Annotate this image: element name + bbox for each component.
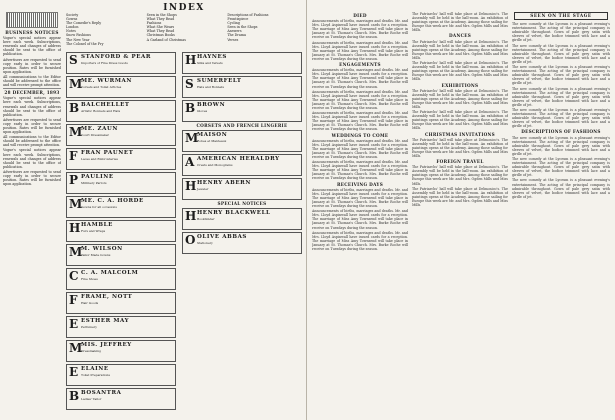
- society-text: The Patriarchs' ball will take place at Delmonico's. The Assembly will be held in the ball-room. An exhibition of paintings opens at the Academy. Among those sailing for Europe this week are Mr. and Mrs. Ogden Mills and Miss Mills.: [412, 12, 508, 33]
- ad-description: Importers of Fine Dress Goods: [81, 61, 128, 65]
- advertisement: [66, 172, 176, 194]
- ad-description: Artistic Bonnets and Hats: [81, 109, 121, 113]
- ad-name: STANFORD & PEAR: [81, 54, 152, 60]
- ad-description: Hair Goods: [81, 301, 99, 305]
- advertisements-column-b: [182, 50, 302, 415]
- died-heading: DIED: [353, 13, 367, 18]
- ad-description: Court Dressmaker: [81, 133, 109, 137]
- ad-initial: H: [185, 53, 197, 67]
- advertisement: [66, 100, 176, 122]
- stage-text: The new comedy at the Lyceum is a pleasant evening's entertainment. The acting of the principal company is admirable throughout. Gown of pale grey satin with sleeves of velvet, the bodice trimmed with lace and a girdle of jet.: [512, 65, 610, 86]
- advertisement: [182, 52, 302, 74]
- index-entry: Christmas Books: [146, 33, 175, 38]
- ad-initial: E: [69, 317, 79, 331]
- society-text: The Patriarchs' ball will take place at Delmonico's. The Assembly will be held in the ball-room. An exhibition of paintings opens at the Academy. Among those sailing for Europe this week are Mr. and Mrs. Ogden Mills and Miss Mills.: [412, 39, 508, 60]
- society-column-2: [412, 12, 508, 416]
- ad-description: Gloves: [197, 109, 208, 113]
- ad-name: HENRY ABERN: [197, 180, 251, 187]
- ad-initial: B: [69, 389, 80, 403]
- society-text: The Patriarchs' ball will take place at Delmonico's. The Assembly will be held in the ball-room. An exhibition of paintings opens at the Academy. Among those sailing for Europe this week are Mr. and Mrs. Ogden Mills and Miss Mills.: [412, 88, 508, 109]
- business-notices-column: [3, 12, 61, 187]
- advertisement: [66, 268, 176, 290]
- exhibitions-heading: EXHIBITIONS: [441, 82, 479, 88]
- ad-name: SUMERFELT: [197, 78, 242, 84]
- ad-initial: S: [185, 77, 194, 91]
- ad-initial: M: [69, 245, 83, 259]
- ad-description: Furs and Wraps: [81, 229, 106, 233]
- stage-and-fashions-column: [512, 12, 610, 416]
- index-entry: Answers: [227, 29, 242, 34]
- ad-initial: S: [69, 53, 78, 67]
- ad-description: Dressmaking: [81, 349, 101, 353]
- ad-description: Ladies' Tailor: [81, 397, 102, 401]
- notice-paragraph: Vogue's special notices appear here each week. Subscriptions, renewals and changes of address should be sent to the office of publication.: [3, 148, 61, 169]
- engagements-heading: ENGAGEMENTS: [339, 62, 381, 68]
- seen-on-the-stage-heading: SEEN ON THE STAGE: [514, 12, 608, 20]
- advertisement: [66, 124, 176, 146]
- ad-name: ME. WURMAN: [81, 78, 133, 84]
- notice-paragraph: Advertisers are requested to send copy early in order to secure position. Rates will be furnished upon application.: [3, 169, 61, 187]
- ad-initial: M: [69, 341, 83, 355]
- advertisement: [66, 76, 176, 98]
- index-entry: What She Wears: [146, 25, 175, 30]
- advertisement: [66, 196, 176, 218]
- advertisement: [66, 52, 176, 74]
- ad-name: OLIVE ABBAS: [197, 234, 248, 241]
- stage-text: The new comedy at the Lyceum is a pleasant evening's entertainment. The acting of the principal company is admirable throughout. Gown of pale grey satin with sleeves of velvet, the bodice trimmed with lace and a girdle of jet.: [512, 107, 610, 129]
- fashion-text: The new comedy at the Lyceum is a pleasant evening's entertainment. The acting of the principal company is admirable throughout. Gown of pale grey satin with sleeves of velvet, the bodice trimmed with lace and a girdle of jet.: [512, 135, 610, 156]
- ad-initial: C: [69, 269, 79, 283]
- ad-description: Silks and Velvets: [197, 61, 223, 65]
- ad-description: Millinery Parlors: [81, 181, 107, 185]
- index-entry: Verses: [227, 37, 239, 42]
- index-entry: Notes: [66, 29, 76, 34]
- section-heading: SPECIAL NOTICES: [217, 201, 267, 207]
- advertisement: [66, 220, 176, 242]
- society-text: Announcements of births, marriages and deaths. Mr. and Mrs. Lloyd Aspinwall have issued cards for a reception. The marriage of Miss Amy Townsend will take place in January at St. Thomas's Church. Mrs. Burke Roche will receive on Tuesdays during the season.: [312, 209, 408, 230]
- ad-description: Tailor Made Gowns: [81, 253, 111, 257]
- ad-description: Toilet Preparations: [81, 373, 111, 377]
- advertisements-column-a: [66, 50, 176, 415]
- advertisement: [66, 292, 176, 314]
- ad-description: Corsets and Toilet Articles: [81, 85, 122, 89]
- index-entry: Gowns: [66, 17, 78, 22]
- ad-initial: M: [69, 125, 83, 139]
- ad-initial: B: [185, 101, 196, 115]
- society-text: Announcements of births, marriages and deaths. Mr. and Mrs. Lloyd Aspinwall have issued cards for a reception. The marriage of Miss Amy Townsend will take place in January at St. Thomas's Church. Mrs. Burke Roche will receive on Tuesdays during the season.: [312, 187, 408, 209]
- christmas-invitations-heading: CHRISTMAS INVITATIONS: [424, 131, 495, 137]
- notice-paragraph: Advertisers are requested to send copy early in order to secure position. Rates will be furnished upon application.: [3, 117, 61, 135]
- index-entry: Descriptions of Fashions: [227, 13, 269, 17]
- ad-name: HENRY BLACKWELL: [197, 210, 271, 217]
- ad-initial: M: [185, 131, 199, 146]
- fashion-text: The new comedy at the Lyceum is a pleasant evening's entertainment. The acting of the principal company is admirable throughout. Gown of pale grey satin with sleeves of velvet, the bodice trimmed with lace and a girdle of jet.: [512, 178, 610, 199]
- ad-initial: M: [69, 77, 83, 91]
- advertisement: [66, 244, 176, 266]
- ad-initial: B: [69, 101, 80, 115]
- advertisement: [66, 364, 176, 386]
- ad-name: M. WILSON: [81, 246, 123, 252]
- advertisement: [182, 100, 302, 122]
- society-column-1: [312, 12, 408, 416]
- society-text: The Patriarchs' ball will take place at Delmonico's. The Assembly will be held in the ball-room. An exhibition of paintings opens at the Academy. Among those sailing for Europe this week are Mr. and Mrs. Ogden Mills and Miss Mills.: [412, 165, 508, 186]
- ad-name: HAMBLE: [81, 222, 113, 228]
- ad-name: AMERICAN HERALDRY: [197, 156, 280, 163]
- ad-description: Fine Shoes: [81, 277, 98, 281]
- left-page: [0, 0, 307, 420]
- ad-name: PAULINE: [81, 174, 114, 180]
- stage-text: The new comedy at the Lyceum is a pleasant evening's entertainment. The acting of the principal company is admirable throughout. Gown of pale grey satin with sleeves of velvet, the bodice trimmed with lace and a girdle of jet.: [512, 86, 610, 107]
- advertisement: [182, 232, 302, 254]
- ad-description: Robes et Manteaux: [197, 139, 227, 144]
- index-entry: The New Year: [66, 37, 90, 42]
- ad-description: Gowns for all occasions: [81, 205, 117, 209]
- index-list: [66, 13, 302, 46]
- index-entry: Cycling: [227, 21, 240, 26]
- index-entry: Snow Fashions: [66, 33, 91, 38]
- index-entry: Seen in the Shops: [146, 13, 177, 17]
- ad-initial: F: [69, 149, 78, 163]
- business-notices-heading: BUSINESS NOTICES: [5, 30, 59, 35]
- ad-name: BALCHELLET: [81, 102, 130, 108]
- index-entry: What They Read: [146, 17, 175, 22]
- ad-initial: H: [185, 179, 197, 194]
- society-text: Announcements of births, marriages and deaths. Mr. and Mrs. Lloyd Aspinwall have issued cards for a reception. The marriage of Miss Amy Townsend will take place in January at St. Thomas's Church. Mrs. Burke Roche will receive on Tuesdays during the season.: [312, 19, 408, 40]
- right-page: [308, 0, 615, 420]
- fashion-text: The new comedy at the Lyceum is a pleasant evening's entertainment. The acting of the principal company is admirable throughout. Gown of pale grey satin with sleeves of velvet, the bodice trimmed with lace and a girdle of jet.: [512, 157, 610, 178]
- ad-initial: M: [69, 197, 83, 211]
- ad-name: BOSANTRA: [81, 390, 122, 396]
- notice-paragraph: All communications to the Editor should be addressed to the office and will receive prompt attention.: [3, 135, 61, 148]
- index-entry: The Drama: [227, 33, 246, 38]
- society-text: The Patriarchs' ball will take place at Delmonico's. The Assembly will be held in the ball-room. An exhibition of paintings opens at the Academy. Among those sailing for Europe this week are Mr. and Mrs. Ogden Mills and Miss Mills.: [412, 110, 508, 131]
- advertisement: [66, 148, 176, 170]
- ad-initial: F: [69, 293, 78, 307]
- ad-description: Crests and Monograms: [197, 163, 233, 168]
- index-entry: Frontispiece: [227, 17, 249, 22]
- ad-name: FRAME, NOTT: [81, 294, 133, 300]
- advertisement: [182, 154, 302, 176]
- stage-text: The new comedy at the Lyceum is a pleasant evening's entertainment. The acting of the principal company is admirable throughout. Gown of pale grey satin with sleeves of velvet, the bodice trimmed with lace and a girdle of jet.: [512, 43, 610, 64]
- ad-description: Hats and Bonnets: [197, 85, 225, 89]
- index-entry: Society: [66, 13, 79, 17]
- foreign-travel-heading: FOREIGN TRAVEL: [436, 159, 484, 165]
- ad-description: Perfumery: [81, 325, 97, 329]
- ad-name: HAYNES: [197, 54, 227, 60]
- ad-initial: O: [185, 233, 196, 248]
- index-box: [66, 3, 302, 47]
- ad-initial: H: [69, 221, 81, 235]
- ad-description: Laces and Embroideries: [81, 157, 118, 161]
- ad-name: ELAINE: [81, 366, 109, 372]
- index-entry: Fashions: [146, 21, 162, 26]
- ad-name: ME. C. A. HORDE: [81, 198, 144, 204]
- ad-description: Jeweler: [197, 187, 209, 192]
- index-entry: Seen in the Shops: [227, 25, 258, 30]
- vogue-masthead-logo: [6, 12, 58, 28]
- receiving-days-heading: RECEIVING DAYS: [336, 181, 384, 187]
- notice-paragraph: Vogue's special notices appear here each week. Subscriptions, renewals and changes of address should be sent to the office of publication.: [3, 36, 61, 57]
- ad-name: ESTHER MAY: [81, 318, 130, 324]
- society-text: Announcements of births, marriages and deaths. Mr. and Mrs. Lloyd Aspinwall have issued cards for a reception. The marriage of Miss Amy Townsend will take place in January at St. Thomas's Church. Mrs. Burke Roche will receive on Tuesdays during the season.: [312, 89, 408, 110]
- society-text: Announcements of births, marriages and deaths. Mr. and Mrs. Lloyd Aspinwall have issued cards for a reception. The marriage of Miss Amy Townsend will take place in January at St. Thomas's Church. Mrs. Burke Roche will receive on Tuesdays during the season.: [312, 160, 408, 181]
- ad-name: ME. ZAUN: [81, 126, 119, 132]
- ad-initial: A: [185, 155, 195, 170]
- index-entry: The Colonel of the Fry: [66, 41, 104, 46]
- society-text: Announcements of births, marriages and deaths. Mr. and Mrs. Lloyd Aspinwall have issued cards for a reception. The marriage of Miss Amy Townsend will take place in January at St. Thomas's Church. Mrs. Burke Roche will receive on Tuesdays during the season.: [312, 111, 408, 132]
- society-text: Announcements of births, marriages and deaths. Mr. and Mrs. Lloyd Aspinwall have issued cards for a reception. The marriage of Miss Amy Townsend will take place in January at St. Thomas's Church. Mrs. Burke Roche will receive on Tuesdays during the season.: [312, 68, 408, 89]
- index-entry: London: [66, 25, 79, 30]
- society-text: The Patriarchs' ball will take place at Delmonico's. The Assembly will be held in the ball-room. An exhibition of paintings opens at the Academy. Among those sailing for Europe this week are Mr. and Mrs. Ogden Mills and Miss Mills.: [412, 61, 508, 82]
- descriptions-of-fashions-heading: DESCRIPTIONS OF FASHIONS: [521, 129, 601, 135]
- advertisement: [182, 76, 302, 98]
- advertisement: [66, 340, 176, 362]
- index-title: INDEX: [163, 3, 205, 13]
- ad-description: Stationery: [197, 241, 213, 246]
- advertisement: [182, 208, 302, 230]
- index-entry: The Comedie's Reply: [66, 21, 102, 26]
- notice-paragraph: All communications to the Editor should be addressed to the office and will receive prompt attention.: [3, 74, 61, 88]
- index-entry: What They Read: [146, 29, 175, 34]
- ad-name: C. A. MALCOLM: [81, 270, 139, 276]
- ad-initial: H: [185, 209, 197, 224]
- advertisement: [66, 316, 176, 338]
- advertisement: [182, 130, 302, 152]
- society-text: Announcements of births, marriages and deaths. Mr. and Mrs. Lloyd Aspinwall have issued cards for a reception. The marriage of Miss Amy Townsend will take place in January at St. Thomas's Church. Mrs. Burke Roche will receive on Tuesdays during the season.: [312, 40, 408, 61]
- society-text: The Patriarchs' ball will take place at Delmonico's. The Assembly will be held in the ball-room. An exhibition of paintings opens at the Academy. Among those sailing for Europe this week are Mr. and Mrs. Ogden Mills and Miss Mills.: [412, 186, 508, 208]
- notice-paragraph: Advertisers are requested to send copy early in order to secure position. Rates will be furnished upon application.: [3, 57, 61, 74]
- dances-heading: DANCES: [448, 33, 472, 39]
- society-text: Announcements of births, marriages and deaths. Mr. and Mrs. Lloyd Aspinwall have issued cards for a reception. The marriage of Miss Amy Townsend will take place in January at St. Thomas's Church. Mrs. Burke Roche will receive on Tuesdays during the season.: [312, 138, 408, 159]
- ad-name: MIS. JEFFREY: [81, 342, 132, 348]
- issue-date: 28 DECEMBER, 1893: [4, 90, 60, 96]
- advertisement: [182, 178, 302, 200]
- weddings-heading: WEDDINGS TO COME: [331, 132, 389, 138]
- ad-initial: E: [69, 365, 79, 379]
- ad-initial: P: [69, 173, 79, 187]
- advertisement: [66, 388, 176, 410]
- stage-text: The new comedy at the Lyceum is a pleasant evening's entertainment. The acting of the principal company is admirable throughout. Gown of pale grey satin with sleeves of velvet, the bodice trimmed with lace and a girdle of jet.: [512, 22, 610, 43]
- notice-paragraph: Vogue's special notices appear here each week. Subscriptions, renewals and changes of address should be sent to the office of publication.: [3, 96, 61, 117]
- ad-name: FRAN PAUNET: [81, 150, 134, 156]
- index-entry: A Garland of Christmas: [146, 37, 186, 42]
- society-text: The Patriarchs' ball will take place at Delmonico's. The Assembly will be held in the ball-room. An exhibition of paintings opens at the Academy. Among those sailing for Europe this week are Mr. and Mrs. Ogden Mills and Miss Mills.: [412, 137, 508, 158]
- ad-name: MAISON: [197, 132, 228, 139]
- society-text: Announcements of births, marriages and deaths. Mr. and Mrs. Lloyd Aspinwall have issued cards for a reception. The marriage of Miss Amy Townsend will take place in January at St. Thomas's Church. Mrs. Burke Roche will receive on Tuesdays during the season.: [312, 230, 408, 251]
- ad-name: BROWN: [197, 102, 226, 108]
- ad-description: Bookbinder: [197, 217, 215, 222]
- section-heading: CORSETS AND FRENCH LINGERIE: [196, 123, 288, 128]
